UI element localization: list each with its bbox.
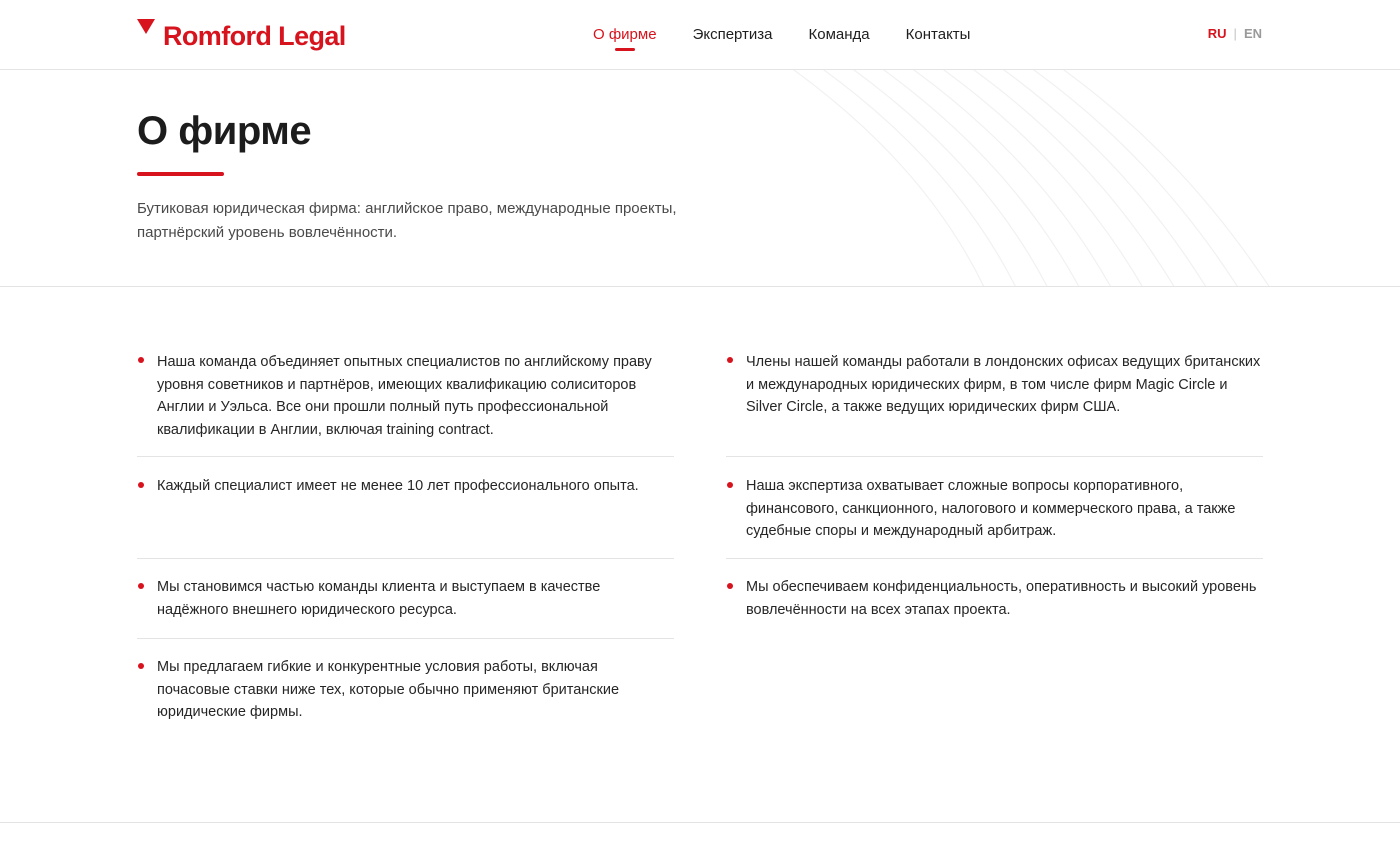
feature-text: Члены нашей команды работали в лондонских офисах ведущих британских и международных юридических фирм, в том числе фирм Magic Circle и Silver Circle, а также ведущих юридических фирм США. <box>746 354 1261 415</box>
lang-ru[interactable]: RU <box>1207 26 1227 41</box>
site-header <box>0 0 1400 70</box>
bullet-dot <box>727 357 733 363</box>
feature-item <box>137 457 674 559</box>
feature-text: Мы обеспечиваем конфиденциальность, оперативность и высокий уровень вовлечённости на всех этапах проекта. <box>746 579 1257 618</box>
feature-item <box>726 457 1263 559</box>
feature-text: Мы предлагаем гибкие и конкурентные условия работы, включая почасовые ставки ниже тех, которые обычно применяют британские юридические фирмы. <box>157 659 620 720</box>
bullet-dot <box>138 583 144 589</box>
feature-text: Наша команда объединяет опытных специалистов по английскому праву уровня советников и партнёров, имеющих квалификацию солиситоров Англии и Уэльса. Все они прошли полный путь профессиональной квалификации в Англии, включая training contract. <box>157 354 652 438</box>
feature-item <box>726 559 1263 639</box>
bullet-dot <box>138 482 144 488</box>
features-column-left <box>137 338 674 739</box>
intro-line-2: партнёрский уровень вовлечённости. <box>137 224 398 241</box>
brand-logo[interactable] <box>137 18 346 52</box>
bullet-dot <box>138 357 144 363</box>
triangle-down-logo-icon <box>137 19 155 35</box>
nav-item-contacts[interactable]: Контакты <box>905 26 971 43</box>
bullet-dot <box>138 663 144 669</box>
feature-item <box>137 639 674 739</box>
nav-item-about[interactable]: О фирме <box>593 24 657 46</box>
feature-item <box>137 338 674 457</box>
bullet-dot <box>727 583 733 589</box>
lang-separator: | <box>1233 26 1237 41</box>
feature-text: Каждый специалист имеет не менее 10 лет профессионального опыта. <box>157 478 639 494</box>
lang-en[interactable]: EN <box>1243 26 1262 41</box>
intro-text <box>137 197 737 245</box>
decorative-background-lines <box>760 70 1280 287</box>
hero-section <box>0 70 1400 287</box>
main-nav <box>593 24 970 46</box>
section-divider <box>0 822 1400 823</box>
bullet-dot <box>727 482 733 488</box>
feature-text: Мы становимся частью команды клиента и выступаем в качестве надёжного внешнего юридического ресурса. <box>157 579 601 618</box>
page-title: О фирме <box>137 109 312 153</box>
feature-item <box>137 559 674 639</box>
title-underline <box>137 172 224 176</box>
nav-item-team[interactable]: Команда <box>808 26 870 43</box>
features-column-right <box>726 338 1263 639</box>
intro-line-1: Бутиковая юридическая фирма: английское право, международные проекты, <box>137 200 677 217</box>
feature-item <box>726 338 1263 457</box>
brand-name: Romford Legal <box>163 21 346 51</box>
language-switcher <box>1208 26 1262 41</box>
nav-item-expertise[interactable]: Экспертиза <box>692 26 773 43</box>
feature-text: Наша экспертиза охватывает сложные вопросы корпоративного, финансового, санкционного, налогового и коммерческого права, а также судебные споры и международный арбитраж. <box>746 478 1236 539</box>
